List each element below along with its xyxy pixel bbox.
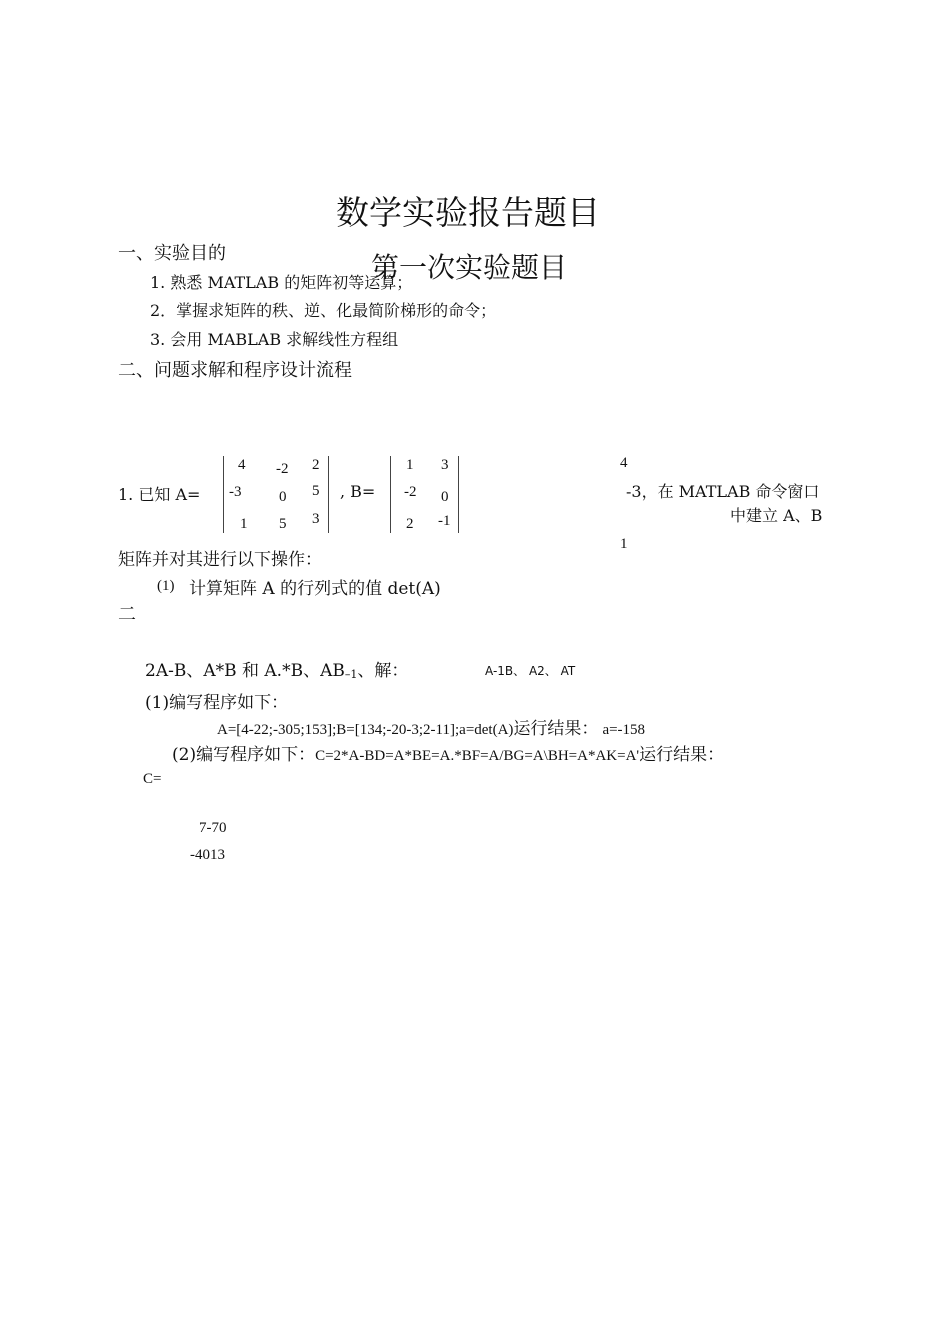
- matrix-b-cell: 2: [406, 516, 414, 532]
- matrix-b-cell: 0: [441, 489, 449, 505]
- matrix-a-cell: 2: [312, 457, 320, 473]
- page-title: 数学实验报告题目: [336, 193, 600, 232]
- step2-main: 2A-B、A*B 和 A.*B、AB: [145, 661, 345, 681]
- matrix-a-cell: 5: [279, 516, 287, 532]
- solution-2-label: (2)编写程序如下：: [172, 745, 316, 765]
- result-c-label: C=: [143, 771, 162, 787]
- matrix-b-cell: -1: [438, 513, 451, 529]
- problem-prefix: 1. 已知 A=: [118, 485, 201, 504]
- matrix-a-cell: -2: [276, 461, 289, 477]
- solution-2-result-label: 运行结果：: [639, 745, 725, 765]
- step1-number: (1): [157, 578, 175, 594]
- matrix-a-right-bar: [328, 456, 329, 533]
- matrix-a-cell: 1: [240, 516, 248, 532]
- matrix-b-cell: -2: [404, 484, 417, 500]
- result-c-row: 7-70: [199, 820, 227, 836]
- step2-right-fragment: A-1B、 A2、 AT: [485, 664, 576, 678]
- solution-1-code: A=[4-22;-305;153];B=[134;-20-3;2-11];a=det(A): [217, 722, 514, 738]
- section2-heading: 二、问题求解和程序设计流程: [118, 360, 352, 381]
- matrix-a-left-bar: [223, 456, 224, 533]
- matrix-a-cell: -3: [229, 484, 242, 500]
- b-label: , B=: [340, 482, 376, 501]
- matrix-a-cell: 4: [238, 457, 246, 473]
- stray-character: 二: [118, 604, 136, 625]
- objective-item-3: 3. 会用 MABLAB 求解线性方程组: [150, 330, 399, 349]
- matrix-b-right-bar: [458, 456, 459, 533]
- solution-1-result: a=-158: [602, 722, 646, 738]
- section1-heading: 一、实验目的: [118, 243, 226, 264]
- solution-2-line: [172, 740, 724, 765]
- matrix-b-left-bar: [390, 456, 391, 533]
- problem-continuation: 矩阵并对其进行以下操作：: [118, 550, 322, 570]
- matrix-a-cell: 3: [312, 511, 320, 527]
- right-column-top: 4: [620, 455, 628, 471]
- objective-item-2: 2．掌握求矩阵的秩、逆、化最简阶梯形的命令；: [150, 301, 497, 320]
- matrix-b-cell: 3: [441, 457, 449, 473]
- matrix-a-cell: 5: [312, 483, 320, 499]
- solution-1-result-label: 运行结果：: [513, 719, 599, 739]
- right-column-mid: -3，在 MATLAB 命令窗口: [626, 482, 820, 501]
- solution-2-code: C=2*A-BD=A*BE=A.*BF=A/BG=A\BH=A*AK=A': [315, 748, 640, 764]
- page-subtitle: 第一次实验题目: [371, 251, 568, 284]
- solution-1-label: (1)编写程序如下：: [145, 693, 289, 713]
- step2-superscript: –1: [344, 668, 358, 681]
- matrix-b-cell: 1: [406, 457, 414, 473]
- step2-text: [145, 656, 408, 681]
- step2-end: 、解：: [357, 661, 409, 681]
- result-c-row: -4013: [190, 847, 225, 863]
- matrix-a-cell: 0: [279, 489, 287, 505]
- step1-text: 计算矩阵 A 的行列式的值 det(A): [189, 579, 441, 599]
- objective-item-1: 1. 熟悉 MATLAB 的矩阵初等运算；: [150, 273, 413, 292]
- right-column-bottom: 1: [620, 536, 628, 552]
- right-column-mid2: 中建立 A、B: [730, 506, 823, 525]
- solution-1-line: [217, 714, 645, 739]
